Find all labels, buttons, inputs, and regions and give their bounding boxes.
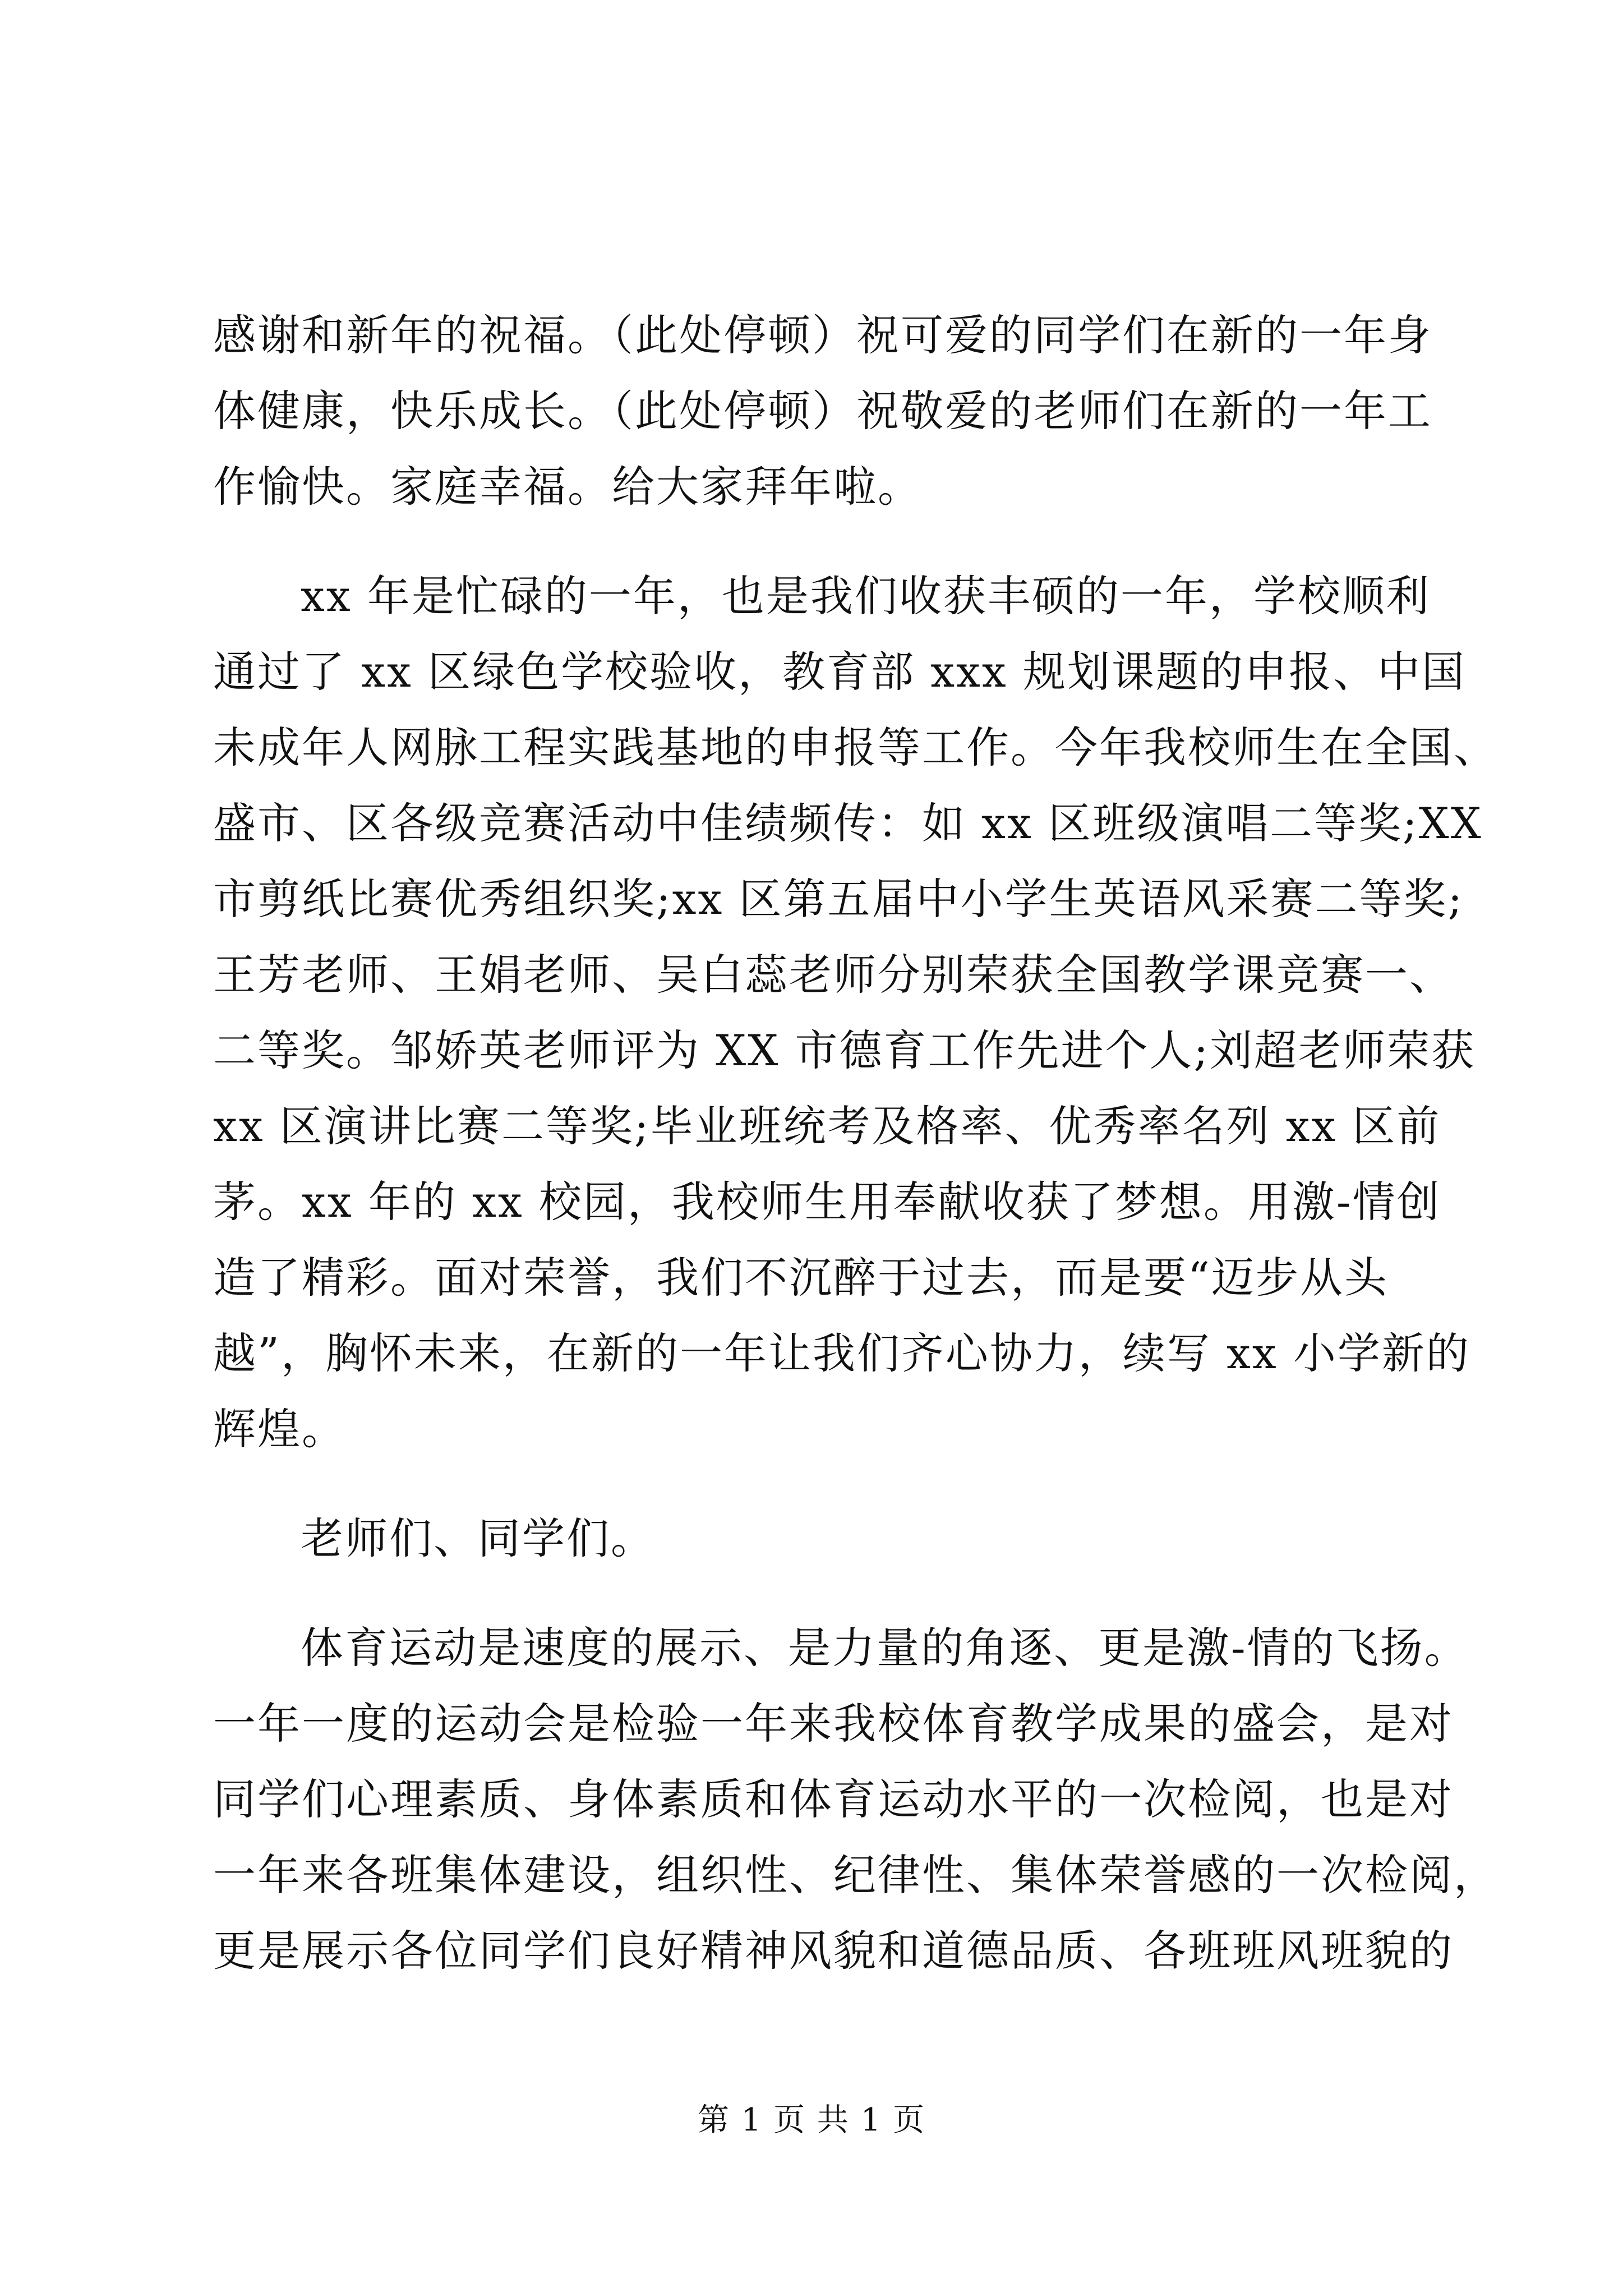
text-line: 市剪纸比赛优秀组织奖;xx 区第五届中小学生英语风采赛二等奖;	[213, 874, 1464, 924]
text-line: 辉煌。	[213, 1404, 346, 1454]
text-line: 体健康，快乐成长。（此处停顿）祝敬爱的老师们在新的一年工	[213, 386, 1432, 436]
paragraph-gap	[213, 1576, 1413, 1610]
text-line: 茅。xx 年的 xx 校园，我校师生用奉献收获了梦想。用激-情创	[213, 1177, 1441, 1227]
text-line: 一年一度的运动会是检验一年来我校体育教学成果的盛会，是对	[213, 1699, 1454, 1749]
text-line: 通过了 xx 区绿色学校验收，教育部 xxx 规划课题的申报、中国	[213, 647, 1466, 697]
text-line: 盛市、区各级竞赛活动中佳绩频传：如 xx 区班级演唱二等奖;XX	[213, 798, 1483, 848]
text-line: 老师们、同学们。	[301, 1513, 655, 1563]
text-line: 越”，胸怀未来，在新的一年让我们齐心协力，续写 xx 小学新的	[213, 1328, 1470, 1378]
paragraph-4	[213, 1610, 1498, 1989]
paragraph-gap	[213, 1467, 1413, 1501]
text-line: 更是展示各位同学们良好精神风貌和道德品质、各班班风班貌的	[213, 1926, 1454, 1976]
paragraph-gap	[213, 524, 1413, 558]
page-footer	[0, 2101, 1623, 2140]
text-line: 王芳老师、王娟老师、吴白蕊老师分别荣获全国教学课竞赛一、	[213, 950, 1454, 1000]
text-line: xx 年是忙碌的一年，也是我们收获丰硕的一年，学校顺利	[301, 571, 1431, 621]
text-line: 造了精彩。面对荣誉，我们不沉醉于过去，而是要“迈步从头	[213, 1253, 1389, 1303]
text-line: 同学们心理素质、身体素质和体育运动水平的一次检阅，也是对	[213, 1774, 1454, 1824]
paragraph-1	[213, 297, 1432, 524]
text-line: 未成年人网脉工程实践基地的申报等工作。今年我校师生在全国、	[213, 723, 1498, 772]
text-line: 二等奖。邹娇英老师评为 XX 市德育工作先进个人;刘超老师荣获	[213, 1025, 1476, 1075]
page-number-label: 第 1 页 共 1 页	[697, 2102, 926, 2138]
text-line: 感谢和新年的祝福。（此处停顿）祝可爱的同学们在新的一年身	[213, 310, 1432, 360]
text-line: 一年来各班集体建设，组织性、纪律性、集体荣誉感的一次检阅，	[213, 1850, 1498, 1900]
paragraph-3	[213, 1501, 1413, 1576]
text-line: 体育运动是速度的展示、是力量的角逐、更是激-情的飞扬。	[301, 1623, 1469, 1673]
text-line: 作愉快。家庭幸福。给大家拜年啦。	[213, 462, 922, 512]
document-body	[213, 297, 1498, 1989]
paragraph-2	[213, 558, 1498, 1467]
text-line: xx 区演讲比赛二等奖;毕业班统考及格率、优秀率名列 xx 区前	[213, 1101, 1441, 1151]
